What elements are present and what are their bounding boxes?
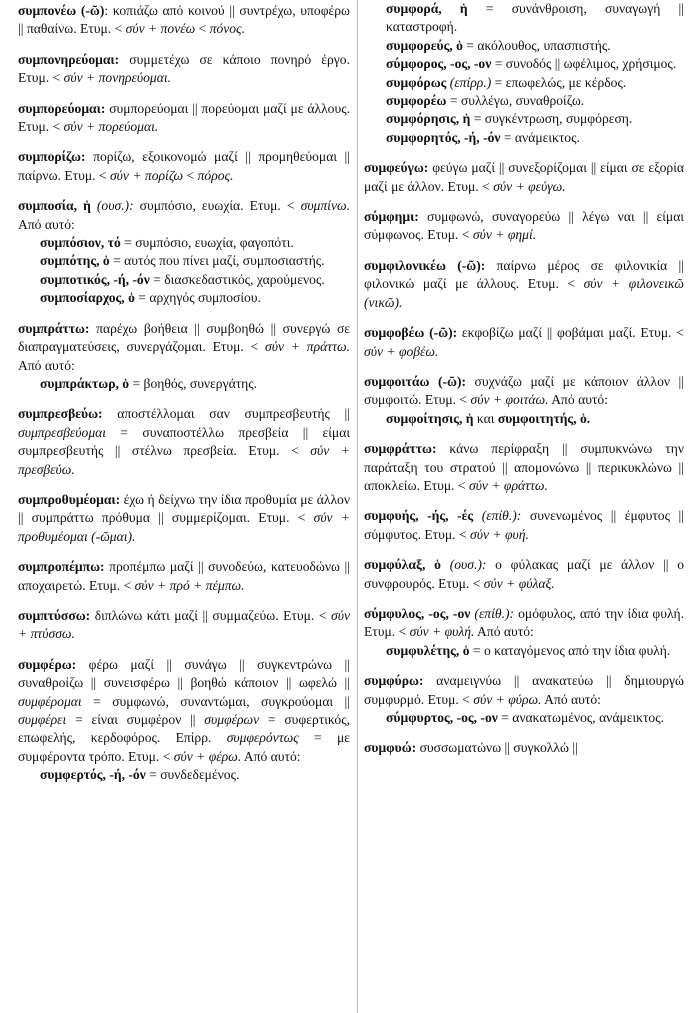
left-column [18, 0, 350, 785]
headword: συμφυής, -ής, -ές [364, 508, 474, 524]
etymology-text: σύν + φοιτάω. [470, 392, 549, 408]
dictionary-subentry [40, 271, 350, 289]
etymology-text: σύν + πράττω. [265, 339, 350, 355]
definition-text: < [195, 21, 210, 37]
dictionary-entry [18, 2, 350, 39]
etymology-text: σύν + πορίζω [109, 167, 184, 183]
headword: συμπρεσβεύω: [18, 406, 103, 422]
headword: συμπονέω (-ῶ) [18, 3, 105, 18]
etymology-text: σύν + φέρω. [173, 748, 242, 764]
dictionary-entry [364, 208, 684, 245]
headword: συμπράττω: [18, 320, 90, 336]
etymology-text: σύν + φύρω. [473, 691, 542, 707]
definition-text: και [473, 410, 498, 426]
headword: συμπροπέμπω: [18, 559, 105, 575]
definition-text: = συγκέντρωση, συμφόρεση. [470, 111, 633, 127]
definition-text: έχω ή δείχνω την ίδια προθυμία με άλλον || συμπράττω πρόθυμα || συμμερίζομαι. Ετυμ. < [18, 491, 350, 526]
headword: συμφοίτησις, ἡ [386, 410, 474, 426]
definition-text: παίρνω μέρος σε φιλονικία || φιλονικώ μαζί με άλλους. Ετυμ. < [364, 257, 684, 292]
headword: συμφορητός, -ή, -όν [386, 129, 501, 145]
headword: συμποτικός, -ή, -όν [40, 271, 150, 287]
dictionary-subentry [40, 234, 350, 252]
definition-text: = συμφωνώ, συναντώμαι, συγκρούομαι || [81, 693, 350, 709]
dictionary-entry [18, 100, 350, 137]
headword: συμφόρησις, ἡ [386, 111, 471, 127]
etymology-text: (ουσ.): [449, 557, 487, 573]
etymology-text: συμφέρομαι [18, 693, 82, 709]
headword: συμπονηρεύομαι: [18, 51, 120, 67]
definition-text: Από αυτό: [18, 216, 75, 232]
headword: συμφορέω [386, 93, 447, 109]
etymology-text: πόρος. [197, 167, 234, 183]
definition-text: = ανάμεικτος. [500, 129, 580, 145]
etymology-text: σύν + φυή. [470, 526, 529, 542]
definition-text: διπλώνω κάτι μαζί || συμμαζεύω. Ετυμ. < [90, 607, 332, 623]
definition-text: φεύγω μαζί || συνεξορίζομαι || είμαι σε εξορία μαζί με άλλον. Ετυμ. < [364, 160, 684, 194]
definition-text: : κοπιάζω από κοινού || συντρέχω, υποφέρω || παθαίνω. Ετυμ. < [18, 3, 350, 37]
headword: σύμφυρτος, -ος, -ον [386, 710, 498, 725]
headword: συμφερτός, -ή, -όν [40, 767, 146, 783]
definition-text: συμφωνώ, συναγορεύω || λέγω ναι || είμαι σύμφωνος. Ετυμ. < [364, 209, 684, 243]
definition-text: Από αυτό: [541, 691, 601, 707]
definition-text: Από αυτό: [548, 392, 608, 408]
dictionary-entry [18, 607, 350, 644]
headword: σύμφορος, -ος, -ον [386, 56, 492, 72]
definition-text: συσσωματώνω || συγκολλώ || [416, 740, 578, 756]
etymology-text: (επίθ.): [481, 508, 522, 524]
dictionary-subentry [386, 74, 684, 92]
etymology-text: πόνος. [209, 21, 246, 37]
etymology-text: σύν + φοβέω. [364, 343, 439, 359]
dictionary-subentry [40, 289, 350, 307]
headword: συμφύρω: [364, 673, 424, 689]
definition-text [441, 557, 450, 572]
definition-text: = συφερτικός, επωφελής, κερδοφόρος. Επίρρ. [18, 712, 350, 746]
etymology-text: σύν + φημί. [472, 227, 537, 243]
dictionary-entry [18, 51, 350, 88]
definition-text: = συνδεδεμένος. [145, 767, 240, 783]
dictionary-entry [18, 405, 350, 479]
definition-text: εκφοβίζω μαζί || φοβάμαι μαζί. Ετυμ. < [457, 325, 684, 341]
dictionary-subentry [386, 37, 684, 55]
headword: συμπτύσσω: [18, 607, 91, 623]
dictionary-subentry [386, 110, 684, 128]
dictionary-entry [364, 324, 684, 361]
dictionary-subentry [40, 375, 350, 393]
dictionary-subentry [386, 0, 684, 37]
dictionary-entry [364, 605, 684, 642]
headword: συμπότης, ὁ [40, 253, 110, 269]
dictionary-entry [364, 440, 684, 495]
definition-text: ομόφυλος, από την ίδια φυλή. Ετυμ. < [364, 605, 684, 640]
definition-text: Από αυτό: [18, 357, 75, 373]
definition-text: συμπορεύομαι || πορεύομαι μαζί με άλλους. Ετυμ. < [18, 100, 350, 135]
headword: συμφοιτάω (-ῶ): [364, 373, 466, 389]
etymology-text: σύν + φεύγω. [493, 178, 566, 194]
etymology-text: (ουσ.): [96, 198, 134, 214]
etymology-text: συμφέρει [18, 712, 67, 727]
headword: συμπροθυμέομαι: [18, 491, 121, 507]
headword: συμφύλαξ, ὁ [364, 557, 441, 573]
definition-text: παρέχω βοήθεια || συμβοηθώ || συνεργώ σε διαπραγματεύσεις, συνεργάζομαι. Ετυμ. < [18, 320, 350, 355]
headword: συμφορά, ἡ [386, 1, 468, 16]
etymology-text: συμπίνω. [300, 198, 350, 214]
definition-text: = ακόλουθος, υπασπιστής. [462, 37, 611, 53]
definition-text: πορίζω, εξοικονομώ μαζί || προμηθεύομαι || παίρνω. Ετυμ. < [18, 149, 350, 183]
definition-text: = συλλέγω, συναθροίζω. [446, 93, 585, 109]
headword: συμπορίζω: [18, 149, 86, 165]
etymology-text: σύν + φράττω. [468, 477, 548, 493]
right-column [364, 0, 684, 758]
dictionary-entry [364, 672, 684, 709]
etymology-text: σύν + πονηρεύομαι. [63, 70, 172, 86]
definition-text: Από αυτό: [474, 624, 534, 640]
headword: σύμφυλος, -ος, -ον [364, 605, 471, 621]
etymology-text: σύν + πονέω [125, 21, 196, 37]
definition-text: = διασκεδαστικός, χαρούμενος. [149, 271, 325, 287]
etymology-text: σύν + φυλή. [409, 624, 475, 640]
etymology-text: σύν + πρεσβεύω. [18, 443, 350, 477]
definition-text: = αρχηγός συμποσίου. [134, 290, 261, 306]
definition-text: συχνάζω μαζί με κάποιον άλλον || συμφοιτώ. Ετυμ. < [364, 373, 684, 408]
definition-text [473, 508, 482, 523]
definition-text: = ο καταγόμενος από την ίδια φυλή. [469, 642, 671, 658]
etymology-text: συμφερόντως [226, 730, 299, 746]
etymology-text: σύν + πορεύομαι. [63, 119, 159, 135]
definition-text: = ανακατωμένος, ανάμεικτος. [497, 710, 664, 725]
headword: συμφυλέτης, ὁ [386, 642, 470, 658]
etymology-text: σύν + προθυμέομαι (-ῶμαι). [18, 510, 350, 544]
dictionary-subentry [40, 252, 350, 270]
definition-text: = βοηθός, συνεργάτης. [129, 375, 258, 391]
headword: συμφόρως [386, 74, 447, 90]
definition-text: = συναποστέλλω πρεσβεία || είμαι συμπρεσβευτής || στέλνω πρεσβεία. Ετυμ. < [18, 424, 350, 459]
definition-text: αποστέλλομαι σαν συμπρεσβευτής || [102, 406, 350, 422]
headword: συμφοβέω (-ῶ): [364, 325, 458, 341]
headword: συμποσία, ἡ [18, 198, 91, 214]
dictionary-entry [364, 556, 684, 593]
dictionary-entry [18, 491, 350, 546]
definition-text: κάνω περίφραξη || συμπυκνώνω την παράταξη του στρατού || απομονώνω || περικυκλώνω || αποκλείω. Ετυμ. < [364, 441, 684, 493]
headword: συμφέρω: [18, 656, 77, 672]
definition-text: συνενωμένος || έμφυτος || σύμφυτος. Ετυμ. < [364, 508, 684, 542]
definition-text: = συμπόσιο, ευωχία, φαγοπότι. [120, 235, 294, 251]
dictionary-subentry [386, 92, 684, 110]
definition-text: = με συμφέροντα τρόπο. Ετυμ. < [18, 730, 350, 764]
definition-text: = είναι συμφέρον || [66, 712, 205, 727]
dictionary-subentry [386, 55, 684, 73]
headword: συμφιλονικέω (-ῶ): [364, 257, 486, 273]
dictionary-entry [18, 656, 350, 766]
definition-text: = επωφελώς, με κέρδος. [491, 74, 627, 90]
column-divider [357, 0, 358, 1013]
definition-text: < [183, 167, 198, 183]
dictionary-entry [18, 558, 350, 595]
definition-text: συμπόσιο, ευωχία. Ετυμ. < [133, 198, 301, 214]
dictionary-entry [18, 320, 350, 375]
dictionary-entry [364, 739, 684, 757]
definition-text: συμμετέχω σε κάποιο πονηρό έργο. Ετυμ. < [18, 51, 350, 86]
dictionary-entry [18, 148, 350, 185]
dictionary-entry [364, 159, 684, 196]
definition-text: = αυτός που πίνει μαζί, συμποσιαστής. [109, 253, 325, 269]
definition-text: Από αυτό: [241, 748, 301, 764]
dictionary-subentry [40, 766, 350, 784]
headword: συμπράκτωρ, ὁ [40, 375, 130, 391]
definition-text: = συνάνθροιση, συναγωγή || καταστροφή. [386, 1, 684, 35]
etymology-text: συμπρεσβεύομαι [18, 424, 107, 440]
dictionary-entry [364, 257, 684, 312]
headword: συμφοιτητής, ὁ. [497, 410, 591, 426]
dictionary-entry [364, 507, 684, 544]
etymology-text: σύν + πρό + πέμπω. [134, 577, 245, 593]
etymology-text: σύν + φιλονεικῶ (νικῶ). [364, 276, 685, 310]
definition-text: αναμειγνύω || ανακατεύω || δημιουργώ συμφυρμό. Ετυμ. < [364, 673, 684, 707]
dictionary-subentry [386, 709, 684, 727]
headword: συμπορεύομαι: [18, 100, 106, 116]
dictionary-entry [364, 373, 684, 410]
dictionary-subentry [386, 642, 684, 660]
headword: συμφυώ: [364, 740, 417, 756]
etymology-text: συμφέρων [204, 712, 260, 727]
dictionary-entry [18, 197, 350, 234]
definition-text: = συνοδός || ωφέλιμος, χρήσιμος. [491, 56, 677, 72]
dictionary-subentry [386, 410, 684, 428]
etymology-text: σύν + φύλαξ. [483, 575, 555, 591]
headword: συμφράττω: [364, 441, 437, 457]
definition-text: προπέμπω μαζί || συνοδεύω, κατευοδώνω || αποχαιρετώ. Ετυμ. < [18, 559, 350, 593]
headword: συμπόσιον, τό [40, 235, 121, 251]
definition-text: ο φύλακας μαζί με άλλον || ο συνφρουρός. Ετυμ. < [364, 557, 684, 591]
headword: συμφεύγω: [364, 160, 429, 176]
etymology-text: (επίρρ.) [449, 74, 492, 90]
headword: σύμφημι: [364, 209, 419, 225]
headword: συμποσίαρχος, ὁ [40, 290, 135, 306]
etymology-text: (επίθ.): [474, 605, 515, 621]
dictionary-subentry [386, 129, 684, 147]
headword: συμφορεύς, ὁ [386, 37, 463, 53]
definition-text: φέρω μαζί || συνάγω || συγκεντρώνω || συναθροίζω || συνεισφέρω || βοηθώ κάποιον || ωφελώ || [18, 656, 350, 691]
etymology-text: σύν + πτύσσω. [18, 607, 350, 642]
